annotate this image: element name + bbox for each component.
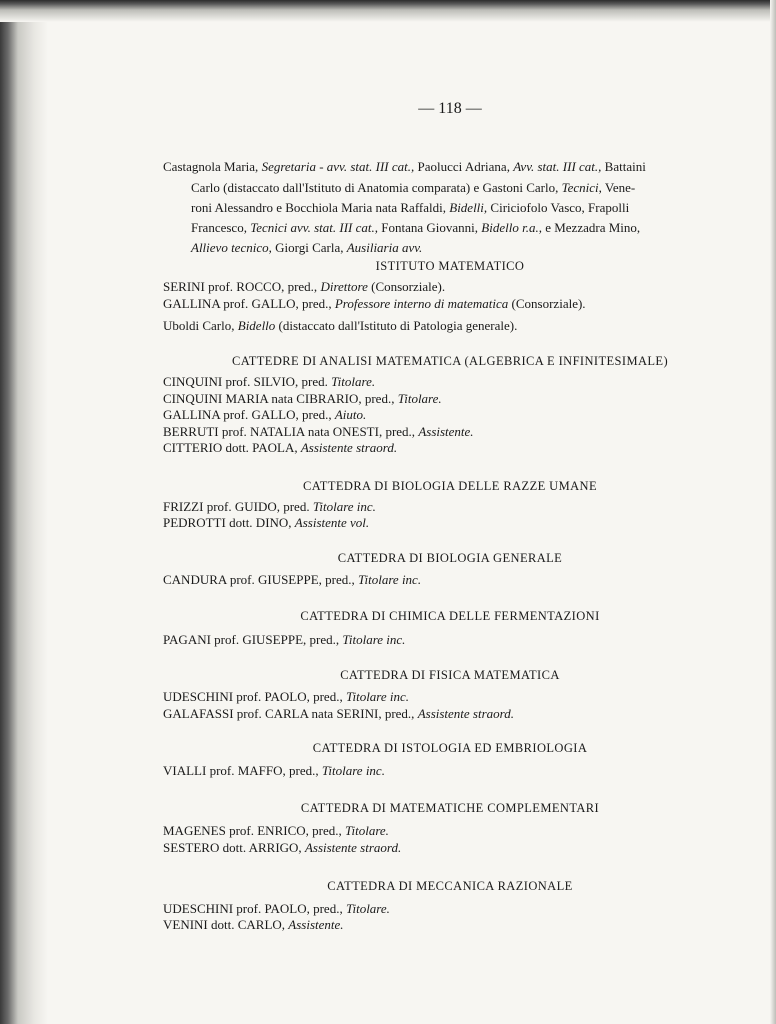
- staff-entry: [163, 823, 389, 839]
- role-text: Titolare inc.: [358, 572, 422, 587]
- section-heading: CATTEDRA DI ISTOLOGIA ED EMBRIOLOGIA: [312, 741, 588, 755]
- name-text: CINQUINI prof. SILVIO, pred.: [163, 374, 332, 389]
- intro-paragraph-line: [191, 220, 640, 236]
- name-text: VENINI dott. CARLO,: [163, 917, 289, 932]
- staff-entry: [163, 706, 514, 722]
- section-heading: CATTEDRE DI ANALISI MATEMATICA (ALGEBRICA E INFINITESIMALE): [231, 354, 669, 368]
- staff-entry: [163, 840, 401, 856]
- section-heading: CATTEDRA DI CHIMICA DELLE FERMENTAZIONI: [300, 609, 600, 623]
- role-text: Direttore: [320, 279, 368, 294]
- intro-paragraph-line: [191, 200, 629, 216]
- page-number: — 118 —: [418, 100, 482, 117]
- name-text: (distaccato dall'Istituto di Patologia generale).: [275, 318, 518, 333]
- section-heading: CATTEDRA DI MATEMATICHE COMPLEMENTARI: [300, 801, 600, 815]
- role-text: Ausiliaria avv.: [346, 240, 423, 255]
- section-heading: CATTEDRA DI BIOLOGIA GENERALE: [337, 551, 563, 565]
- name-text: CINQUINI MARIA nata CIBRARIO, pred.,: [163, 391, 398, 406]
- role-text: Titolare.: [345, 901, 390, 916]
- staff-entry: [163, 279, 445, 295]
- role-text: Bidelli,: [449, 200, 488, 215]
- role-text: Bidello r.a.,: [481, 220, 542, 235]
- name-text: Fontana Giovanni,: [378, 220, 482, 235]
- staff-entry: [163, 424, 474, 440]
- section-heading: ISTITUTO MATEMATICO: [375, 259, 525, 273]
- name-text: CITTERIO dott. PAOLA,: [163, 440, 301, 455]
- name-text: VIALLI prof. MAFFO, pred.,: [163, 763, 322, 778]
- intro-paragraph-line: [163, 159, 646, 175]
- scan-edge-right: [770, 0, 776, 1024]
- role-text: Segretaria - avv. stat. III cat.,: [261, 159, 415, 174]
- intro-paragraph-line: [191, 240, 422, 256]
- role-text: Titolare.: [331, 374, 376, 389]
- name-text: Carlo (distaccato dall'Istituto di Anatomia comparata) e Gastoni Carlo,: [191, 180, 562, 195]
- role-text: Avv. stat. III cat.,: [513, 159, 602, 174]
- name-text: e Mezzadra Mino,: [541, 220, 641, 235]
- role-text: Tecnici avv. stat. III cat.,: [250, 220, 379, 235]
- name-text: SERINI prof. ROCCO, pred.,: [163, 279, 321, 294]
- name-text: Ciriciofolo Vasco, Frapolli: [487, 200, 630, 215]
- role-text: Tecnici,: [561, 180, 602, 195]
- role-text: Assistente.: [288, 917, 344, 932]
- staff-entry: [163, 901, 390, 917]
- staff-entry: [163, 499, 376, 515]
- scan-edge-left: [0, 0, 48, 1024]
- role-text: Titolare inc.: [312, 499, 376, 514]
- role-text: Assistente straord.: [304, 840, 402, 855]
- role-text: Aiuto.: [334, 407, 367, 422]
- staff-entry: [163, 296, 586, 312]
- role-text: Titolare.: [397, 391, 442, 406]
- name-text: GALLINA prof. GALLO, pred.,: [163, 296, 335, 311]
- role-text: Bidello: [237, 318, 276, 333]
- name-text: GALLINA prof. GALLO, pred.,: [163, 407, 335, 422]
- role-text: Allievo tecnico,: [191, 240, 272, 255]
- section-heading: CATTEDRA DI FISICA MATEMATICA: [340, 668, 560, 682]
- staff-entry: [163, 763, 385, 779]
- staff-entry: [163, 407, 366, 423]
- staff-entry: [163, 689, 409, 705]
- role-text: Professore interno di matematica: [334, 296, 509, 311]
- name-text: PAGANI prof. GIUSEPPE, pred.,: [163, 632, 343, 647]
- name-text: Castagnola Maria,: [163, 159, 262, 174]
- name-text: GALAFASSI prof. CARLA nata SERINI, pred.,: [163, 706, 418, 721]
- role-text: Titolare inc.: [345, 689, 410, 704]
- intro-paragraph-line: [191, 180, 635, 196]
- name-text: SESTERO dott. ARRIGO,: [163, 840, 305, 855]
- name-text: (Consorziale).: [508, 296, 586, 311]
- role-text: Assistente straord.: [300, 440, 398, 455]
- name-text: (Consorziale).: [367, 279, 446, 294]
- section-heading: CATTEDRA DI MECCANICA RAZIONALE: [327, 879, 573, 893]
- name-text: roni Alessandro e Bocchiola Maria nata Raffaldi,: [191, 200, 450, 215]
- role-text: Titolare inc.: [342, 632, 406, 647]
- role-text: Titolare inc.: [321, 763, 385, 778]
- role-text: Assistente straord.: [417, 706, 514, 721]
- name-text: PEDROTTI dott. DINO,: [163, 515, 295, 530]
- name-text: UDESCHINI prof. PAOLO, pred.,: [163, 901, 346, 916]
- staff-entry: [163, 632, 405, 648]
- name-text: Battaini: [601, 159, 646, 174]
- role-text: Titolare.: [344, 823, 389, 838]
- name-text: Francesco,: [191, 220, 251, 235]
- staff-entry: [163, 572, 421, 588]
- name-text: Giorgi Carla,: [271, 240, 347, 255]
- staff-entry: [163, 515, 369, 531]
- staff-entry: [163, 391, 442, 407]
- role-text: Assistente.: [418, 424, 474, 439]
- name-text: MAGENES prof. ENRICO, pred.,: [163, 823, 345, 838]
- staff-entry: [163, 318, 517, 334]
- name-text: Vene-: [601, 180, 636, 195]
- name-text: Uboldi Carlo,: [163, 318, 238, 333]
- role-text: Assistente vol.: [294, 515, 370, 530]
- name-text: FRIZZI prof. GUIDO, pred.: [163, 499, 313, 514]
- staff-entry: [163, 917, 344, 933]
- name-text: Paolucci Adriana,: [414, 159, 514, 174]
- name-text: CANDURA prof. GIUSEPPE, pred.,: [163, 572, 358, 587]
- scan-edge-top: [0, 0, 776, 22]
- name-text: UDESCHINI prof. PAOLO, pred.,: [163, 689, 346, 704]
- staff-entry: [163, 440, 397, 456]
- staff-entry: [163, 374, 375, 390]
- name-text: BERRUTI prof. NATALIA nata ONESTI, pred.,: [163, 424, 419, 439]
- section-heading: CATTEDRA DI BIOLOGIA DELLE RAZZE UMANE: [303, 479, 597, 493]
